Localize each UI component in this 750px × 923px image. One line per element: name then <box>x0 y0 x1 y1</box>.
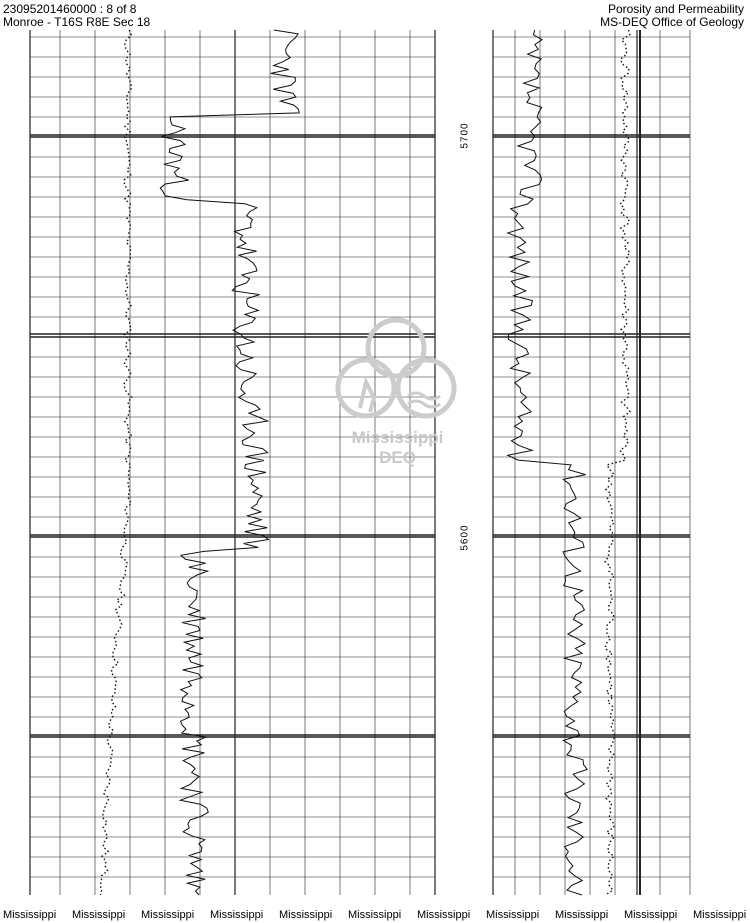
depth-label-5600: 5600 <box>459 524 471 551</box>
log-type: Porosity and Permeability <box>607 2 744 16</box>
footer-label: Mississippi <box>486 909 540 921</box>
footer-label: Mississippi <box>141 909 195 921</box>
footer-label: Mississippi <box>555 909 609 921</box>
porosity-curve <box>508 30 588 895</box>
footer-watermark-strip <box>0 909 750 923</box>
footer-label: Mississippi <box>210 909 264 921</box>
footer-label: Mississippi <box>624 909 678 921</box>
gamma-ray-curve <box>100 30 132 895</box>
watermark-line-2: DEQ <box>379 448 416 467</box>
footer-label: Mississippi <box>348 909 402 921</box>
well-id: 23095201460000 : 8 of 8 <box>3 2 137 16</box>
well-location: Monroe - T16S R8E Sec 18 <box>3 15 151 29</box>
footer-label: Mississippi <box>693 909 747 921</box>
header-right <box>600 3 744 29</box>
mississippi-deq-logo-icon <box>330 312 465 432</box>
office-name: MS-DEQ Office of Geology <box>600 15 744 29</box>
depth-label-5700: 5700 <box>459 122 471 149</box>
resistivity-curve <box>160 30 299 895</box>
footer-label: Mississippi <box>72 909 126 921</box>
footer-label: Mississippi <box>417 909 471 921</box>
header-left <box>3 3 150 29</box>
watermark-line-1: Mississippi <box>351 428 444 447</box>
watermark <box>330 312 465 482</box>
footer-label: Mississippi <box>3 909 57 921</box>
permeability-curve <box>605 30 630 895</box>
footer-label: Mississippi <box>279 909 333 921</box>
